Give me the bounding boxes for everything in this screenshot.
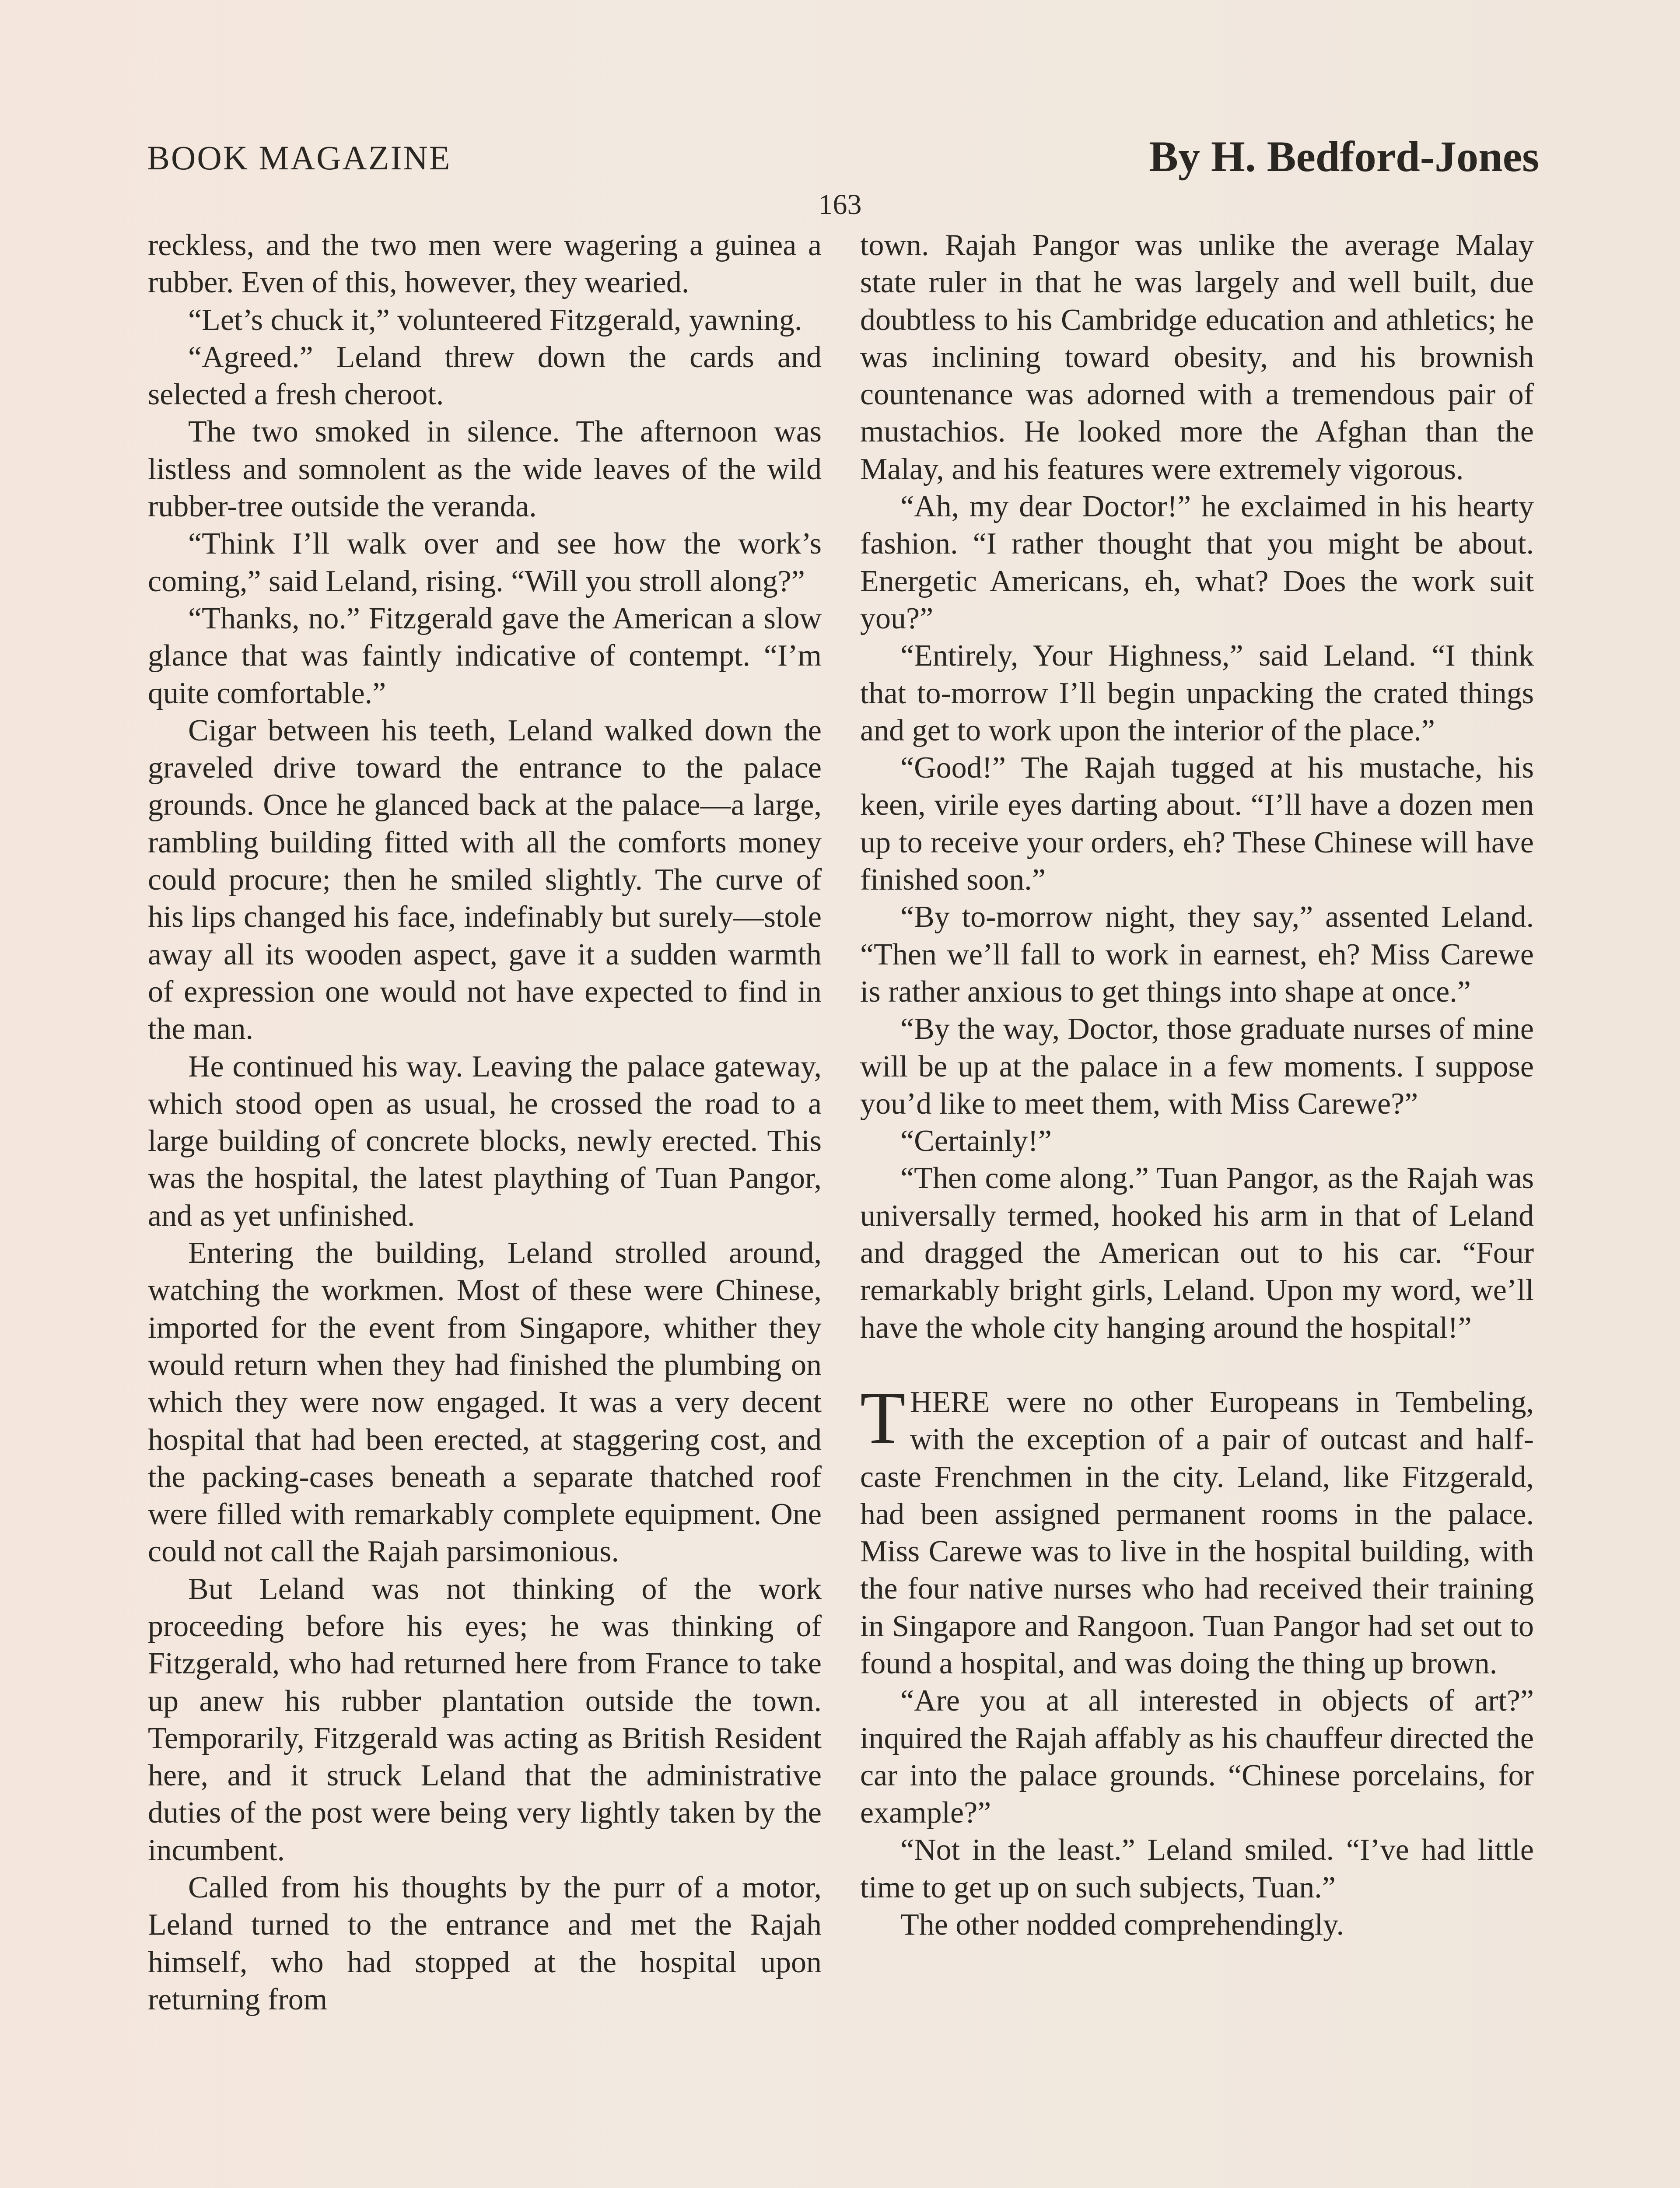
left-column — [148, 227, 822, 2018]
page-number: 163 — [818, 189, 862, 221]
paragraph: “Let’s chuck it,” volunteered Fitzgerald, yawning. — [188, 303, 802, 337]
paragraph: “Not in the least.” Leland smiled. “I’ve had little time to get up on such subjects, Tuan.” — [860, 1833, 1534, 1904]
paragraph: Entering the building, Leland strolled around, watching the workmen. Most of these were Chinese, imported for the event from Singapore, whither they would return when they had finished the plumbing on which they were now engaged. It was a very decent hospital that had been erected, at staggering cost, and the packing-cases beneath a separate thatched roof were filled with remarkably complete equipment. One could not call the Rajah parsimonious. — [148, 1236, 822, 1569]
paragraph: He continued his way. Leaving the palace gateway, which stood open as usual, he crossed the road to a large building of concrete blocks, newly erected. This was the hospital, the latest plaything of Tuan Pangor, and as yet unfinished. — [148, 1049, 822, 1233]
drop-cap: T — [860, 1376, 906, 1459]
author-byline: By H. Bedford-Jones — [1149, 132, 1539, 181]
paragraph: town. Rajah Pangor was unlike the average Malay state ruler in that he was largely and well built, due doubtless to his Cambridge education and athletics; he was inclining toward obesity, and his brownish countenance was adorned with a tremendous pair of mustachios. He looked more the Afghan than the Malay, and his features were extremely vigorous. — [860, 228, 1534, 486]
paragraph: “Entirely, Your Highness,” said Leland. “I think that to-morrow I’ll begin unpacking the crated things and get to work upon the interior of the place.” — [860, 639, 1534, 747]
paragraph: The other nodded comprehendingly. — [900, 1908, 1344, 1942]
magazine-title: BOOK MAGAZINE — [147, 139, 452, 177]
paragraph: “Thanks, no.” Fitzgerald gave the American a slow glance that was faintly indicative of contempt. “I’m quite comfortable.” — [148, 601, 822, 710]
paragraph: “Then come along.” Tuan Pangor, as the Rajah was universally termed, hooked his arm in that of Leland and dragged the American out to his car. “Four remarkably bright girls, Leland. Upon my word, we’ll have the whole city hanging around the hospital!” — [860, 1161, 1534, 1345]
paragraph: “Certainly!” — [900, 1124, 1052, 1158]
paragraph-text: HERE were no other Europeans in Tembeling, with the exception of a pair of outcast and half-caste Frenchmen in the city. Leland, like Fitzgerald, had been assigned permanent rooms in the palace. Miss Carewe was to live in the hospital building, with the four native nurses who had received their training in Singapore and Rangoon. Tuan Pangor had set out to found a hospital, and was doing the thing up brown. — [860, 1385, 1534, 1680]
paragraph: “By to-morrow night, they say,” assented Leland. “Then we’ll fall to work in earnest, eh? Miss Carewe is rather anxious to get things into shape at once.” — [860, 900, 1534, 1009]
section-first-paragraph — [860, 1376, 1534, 1682]
paragraph: “Think I’ll walk over and see how the work’s coming,” said Leland, rising. “Will you stroll along?” — [148, 527, 822, 598]
paragraph: Called from his thoughts by the purr of a motor, Leland turned to the entrance and met the Rajah himself, who had stopped at the hospital upon returning from — [148, 1871, 822, 2016]
paragraph: reckless, and the two men were wagering a guinea a rubber. Even of this, however, they wearied. — [148, 228, 822, 300]
paragraph: “Good!” The Rajah tugged at his mustache, his keen, virile eyes darting about. “I’ll have a dozen men up to receive your orders, eh? These Chinese will have finished soon.” — [860, 751, 1534, 897]
page-header — [147, 131, 1539, 193]
paragraph: “Agreed.” Leland threw down the cards and selected a fresh cheroot. — [148, 340, 822, 412]
paragraph: “Are you at all interested in objects of art?” inquired the Rajah affably as his chauffeur directed the car into the palace grounds. “Chinese porcelains, for example?” — [860, 1684, 1534, 1830]
paragraph: The two smoked in silence. The afternoon was listless and somnolent as the wide leaves of the wild rubber-tree outside the veranda. — [148, 415, 822, 524]
right-column — [860, 227, 1534, 1943]
paragraph: But Leland was not thinking of the work proceeding before his eyes; he was thinking of Fitzgerald, who had returned here from France to take up anew his rubber plantation outside the town. Temporarily, Fitzgerald was acting as British Resident here, and it struck Leland that the administrative duties of the post were being very lightly taken by the incumbent. — [148, 1572, 822, 1867]
paragraph: “By the way, Doctor, those graduate nurses of mine will be up at the palace in a few moments. I suppose you’d like to meet them, with Miss Carewe?” — [860, 1012, 1534, 1121]
paragraph: Cigar between his teeth, Leland walked down the graveled drive toward the entrance to the palace grounds. Once he glanced back at the palace—a large, rambling building fitted with all the comforts money could procure; then he smiled slightly. The curve of his lips changed his face, indefinably but surely—stole away all its wooden aspect, gave it a sudden warmth of expression one would not have expected to find in the man. — [148, 713, 822, 1046]
paragraph: “Ah, my dear Doctor!” he exclaimed in his hearty fashion. “I rather thought that you might be about. Energetic Americans, eh, what? Does the work suit you?” — [860, 490, 1534, 635]
